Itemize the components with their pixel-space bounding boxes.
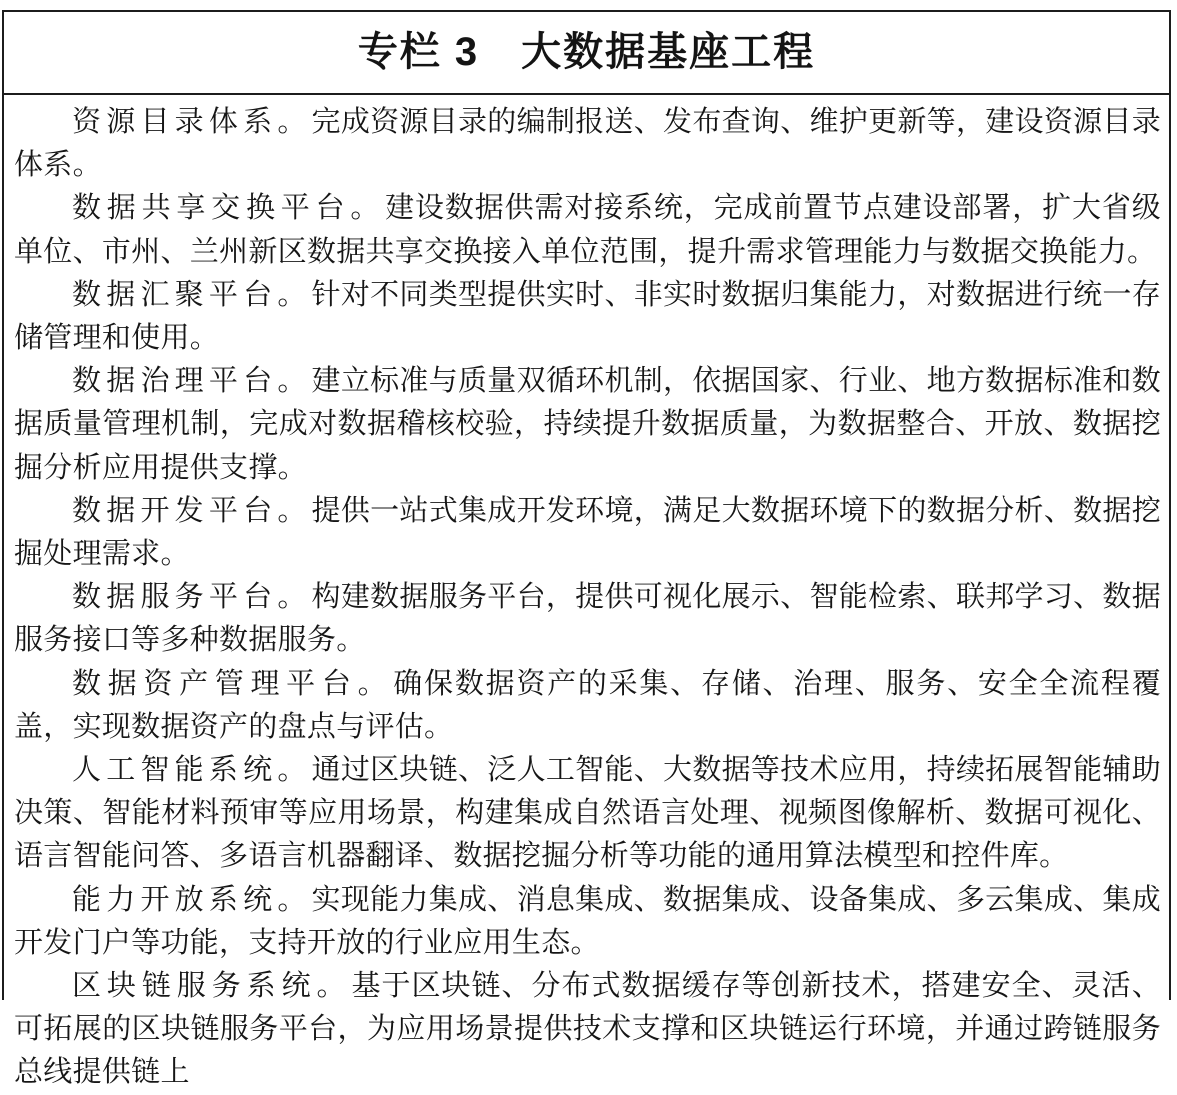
paragraph [14, 360, 1161, 490]
paragraph-text: 针对不同类型提供实时、非实时数据归集能力，对数据进行统一存储管理和使用。 [14, 278, 1161, 355]
paragraph [14, 274, 1161, 360]
panel-body [4, 95, 1169, 1095]
paragraph-lead: 数据资产管理平台。 [72, 667, 394, 700]
paragraph-text: 完成资源目录的编制报送、发布查询、维护更新等，建设资源目录体系。 [14, 106, 1161, 182]
paragraph [14, 101, 1161, 187]
paragraph [14, 879, 1161, 965]
paragraph-lead: 人工智能系统。 [72, 754, 312, 787]
paragraph [14, 965, 1161, 1095]
paragraph-text: 建立标准与质量双循环机制，依据国家、行业、地方数据标准和数据质量管理机制，完成对数据稽核校验，持续提升数据质量，为数据整合、开放、数据挖掘分析应用提供支撑。 [14, 365, 1161, 484]
paragraph-text: 实现能力集成、消息集成、数据集成、设备集成、多云集成、集成开发门户等功能，支持开放的行业应用生态。 [14, 883, 1161, 959]
paragraph-lead: 数据汇聚平台。 [72, 278, 312, 311]
panel-title: 专栏 3 大数据基座工程 [4, 12, 1169, 95]
paragraph-text: 提供一站式集成开发环境，满足大数据环境下的数据分析、数据挖掘处理需求。 [14, 494, 1161, 571]
paragraph [14, 749, 1161, 879]
column-panel [2, 10, 1171, 1089]
paragraph-text: 通过区块链、泛人工智能、大数据等技术应用，持续拓展智能辅助决策、智能材料预审等应用场景，构建集成自然语言处理、视频图像解析、数据可视化、语言智能问答、多语言机器翻译、数据挖掘分析等功能的通用算法模型和控件库。 [14, 754, 1161, 873]
paragraph-lead: 数据开发平台。 [72, 494, 312, 527]
paragraph [14, 576, 1161, 662]
paragraph-text: 确保数据资产的采集、存储、治理、服务、安全全流程覆盖，实现数据资产的盘点与评估。 [14, 667, 1161, 743]
paragraph-lead: 数据共享交换平台。 [72, 192, 386, 225]
paragraph-lead: 区块链服务系统。 [72, 970, 352, 1003]
paragraph [14, 187, 1161, 273]
paragraph-lead: 能力开放系统。 [72, 883, 312, 916]
paragraph-lead: 数据服务平台。 [72, 581, 312, 614]
paragraph [14, 490, 1161, 576]
paragraph-lead: 资源目录体系。 [72, 106, 312, 138]
paragraph [14, 663, 1161, 749]
paragraph-text: 构建数据服务平台，提供可视化展示、智能检索、联邦学习、数据服务接口等多种数据服务。 [14, 581, 1161, 657]
paragraph-text: 基于区块链、分布式数据缓存等创新技术，搭建安全、灵活、可拓展的区块链服务平台，为应用场景提供技术支撑和区块链运行环境，并通过跨链服务总线提供链上 [14, 970, 1161, 1089]
paragraph-text: 建设数据供需对接系统，完成前置节点建设部署，扩大省级单位、市州、兰州新区数据共享交换接入单位范围，提升需求管理能力与数据交换能力。 [14, 192, 1161, 268]
paragraph-lead: 数据治理平台。 [72, 365, 312, 398]
